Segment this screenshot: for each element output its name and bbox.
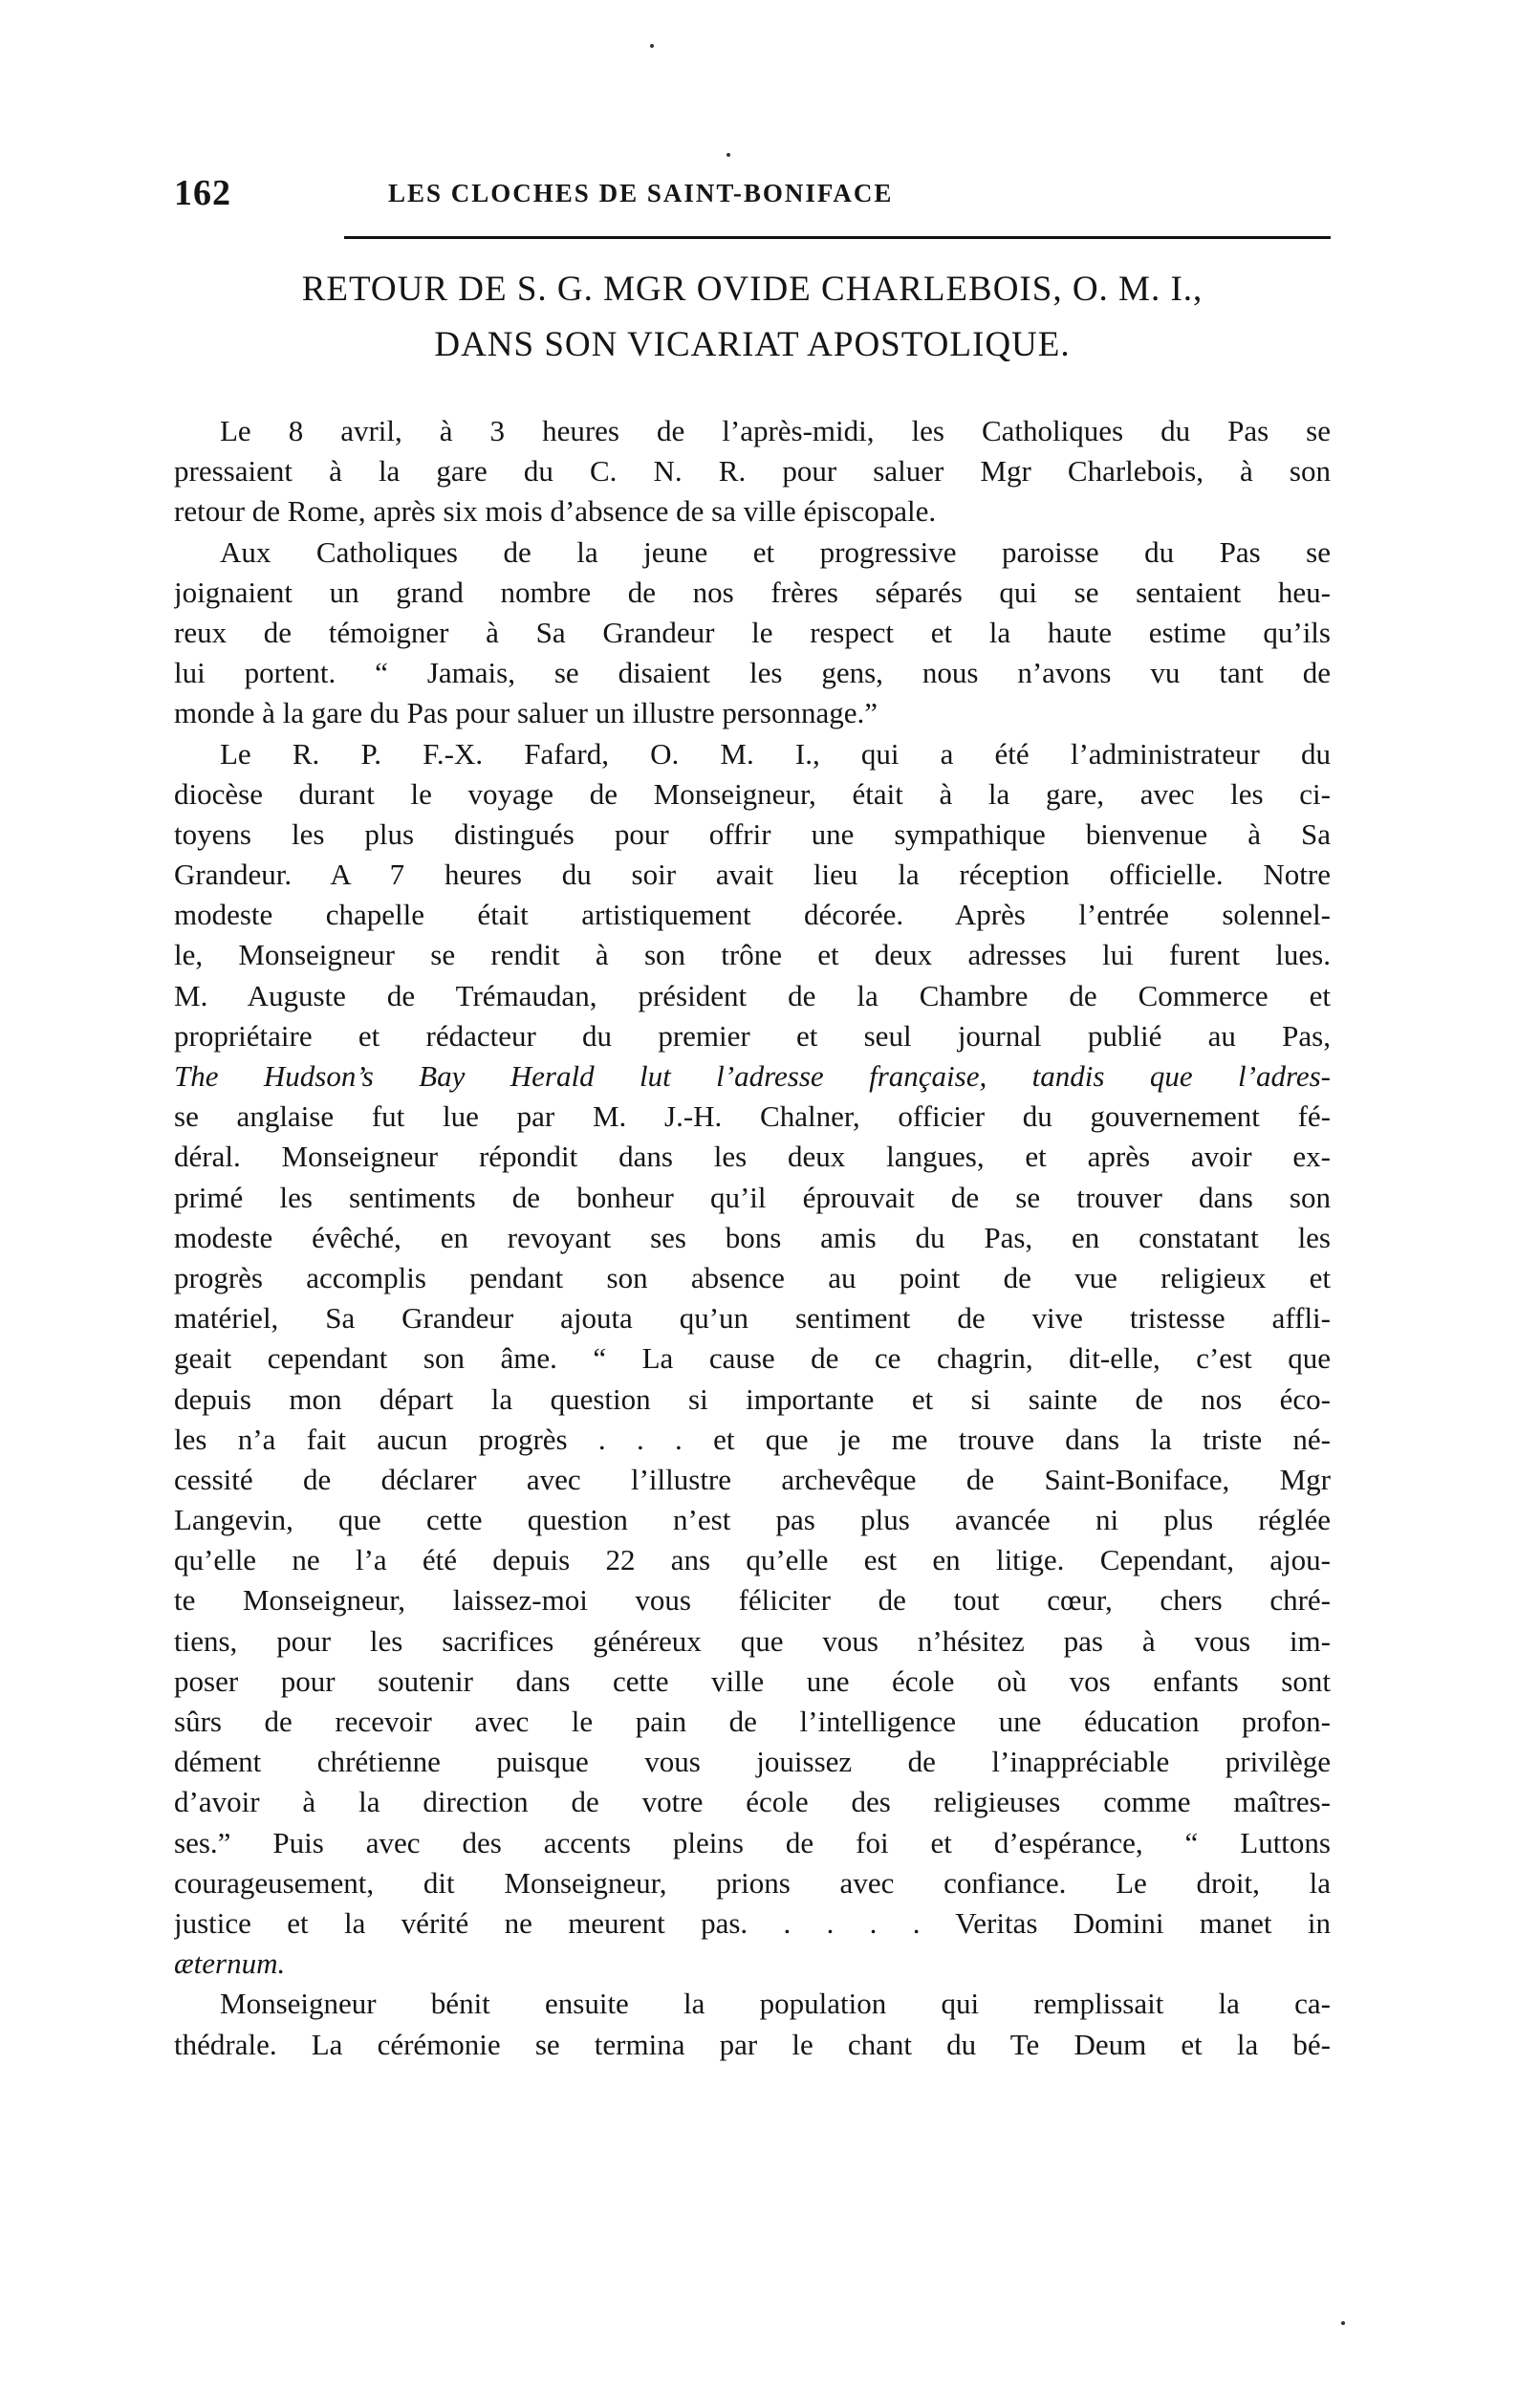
body-line: primé les sentiments de bonheur qu’il éprouvait de se trouver dans son: [174, 1180, 1331, 1214]
print-speck: [1341, 2321, 1345, 2325]
body-line: courageusement, dit Monseigneur, prions avec confiance. Le droit, la: [174, 1865, 1331, 1900]
body-line: retour de Rome, après six mois d’absence de sa ville épiscopale.: [174, 494, 937, 529]
body-line: M. Auguste de Trémaudan, président de la Chambre de Commerce et: [174, 978, 1331, 1012]
body-line: joignaient un grand nombre de nos frères séparés qui se sentaient heu-: [174, 575, 1331, 609]
body-line: justice et la vérité ne meurent pas. . . . . Veritas Domini manet in: [174, 1905, 1331, 1940]
body-line: dément chrétienne puisque vous jouissez de l’inappréciable privilège: [174, 1745, 1331, 1779]
body-line: ses.” Puis avec des accents pleins de foi et d’espérance, “ Luttons: [174, 1825, 1331, 1859]
body-line: Langevin, que cette question n’est pas plus avancée ni plus réglée: [174, 1503, 1331, 1537]
body-line: matériel, Sa Grandeur ajouta qu’un sentiment de vive tristesse affli-: [174, 1301, 1331, 1336]
body-line: le, Monseigneur se rendit à son trône et deux adresses lui furent lues.: [174, 938, 1331, 972]
body-line: les n’a fait aucun progrès . . . et que je me trouve dans la triste né-: [174, 1422, 1331, 1456]
body-line: Aux Catholiques de la jeune et progressive paroisse du Pas se: [220, 534, 1331, 569]
article-title-line: DANS SON VICARIAT APOSTOLIQUE.: [434, 325, 1071, 364]
body-line: tiens, pour les sacrifices généreux que vous n’hésitez pas à vous im-: [174, 1623, 1331, 1658]
body-line: déral. Monseigneur répondit dans les deux langues, et après avoir ex-: [174, 1140, 1331, 1174]
header-rule: [344, 236, 1331, 239]
body-line: lui portent. “ Jamais, se disaient les gens, nous n’avons vu tant de: [174, 656, 1331, 690]
body-line: Le R. P. F.-X. Fafard, O. M. I., qui a été l’administrateur du: [220, 736, 1331, 771]
article-body: [174, 411, 1331, 2065]
print-speck: [727, 153, 730, 157]
body-line: Grandeur. A 7 heures du soir avait lieu la réception officielle. Notre: [174, 858, 1331, 892]
body-line: poser pour soutenir dans cette ville une école où vos enfants sont: [174, 1663, 1331, 1698]
body-line: progrès accomplis pendant son absence au point de vue religieux et: [174, 1260, 1331, 1294]
body-line: sûrs de recevoir avec le pain de l’intelligence une éducation profon-: [174, 1705, 1331, 1738]
body-line: depuis mon départ la question si importante et si sainte de nos éco-: [174, 1381, 1331, 1416]
body-line: se anglaise fut lue par M. J.-H. Chalner, officier du gouvernement fé-: [174, 1099, 1331, 1134]
article-title: [174, 262, 1331, 373]
body-line: Le 8 avril, à 3 heures de l’après-midi, les Catholiques du Pas se: [220, 414, 1331, 447]
article-title-line: RETOUR DE S. G. MGR OVIDE CHARLEBOIS, O. M. I.,: [301, 270, 1204, 309]
running-head: [174, 172, 1331, 220]
body-line: diocèse durant le voyage de Monseigneur, était à la gare, avec les ci-: [174, 776, 1331, 811]
body-line: thédrale. La cérémonie se termina par le chant du Te Deum et la bé-: [174, 2027, 1331, 2061]
body-line: propriétaire et rédacteur du premier et seul journal publié au Pas,: [174, 1018, 1331, 1053]
page-number: 162: [174, 173, 231, 213]
body-line: d’avoir à la direction de votre école des religieuses comme maîtres-: [174, 1785, 1331, 1819]
print-speck: [650, 44, 654, 48]
body-line: modeste chapelle était artistiquement décorée. Après l’entrée solennel-: [174, 898, 1331, 932]
body-line: reux de témoigner à Sa Grandeur le respect et la haute estime qu’ils: [174, 615, 1331, 649]
body-line: The Hudson’s Bay Herald lut l’adresse française, tandis que l’adres-: [174, 1059, 1331, 1093]
body-line: Monseigneur bénit ensuite la population qui remplissait la ca-: [220, 1987, 1331, 2021]
body-line: te Monseigneur, laissez-moi vous féliciter de tout cœur, chers chré-: [174, 1583, 1331, 1618]
body-line: toyens les plus distingués pour offrir une sympathique bienvenue à Sa: [174, 816, 1331, 851]
body-line: æternum.: [174, 1946, 286, 1981]
body-line: monde à la gare du Pas pour saluer un illustre personnage.”: [174, 696, 878, 730]
running-title: LES CLOCHES DE SAINT-BONIFACE: [388, 179, 894, 207]
body-line: pressaient à la gare du C. N. R. pour saluer Mgr Charlebois, à son: [174, 454, 1331, 489]
body-line: cessité de déclarer avec l’illustre archevêque de Saint-Boniface, Mgr: [174, 1462, 1331, 1496]
body-line: modeste évêché, en revoyant ses bons amis du Pas, en constatant les: [174, 1220, 1331, 1254]
body-line: qu’elle ne l’a été depuis 22 ans qu’elle est en litige. Cependant, ajou-: [174, 1543, 1331, 1577]
body-line: geait cependant son âme. “ La cause de ce chagrin, dit-elle, c’est que: [174, 1341, 1331, 1376]
